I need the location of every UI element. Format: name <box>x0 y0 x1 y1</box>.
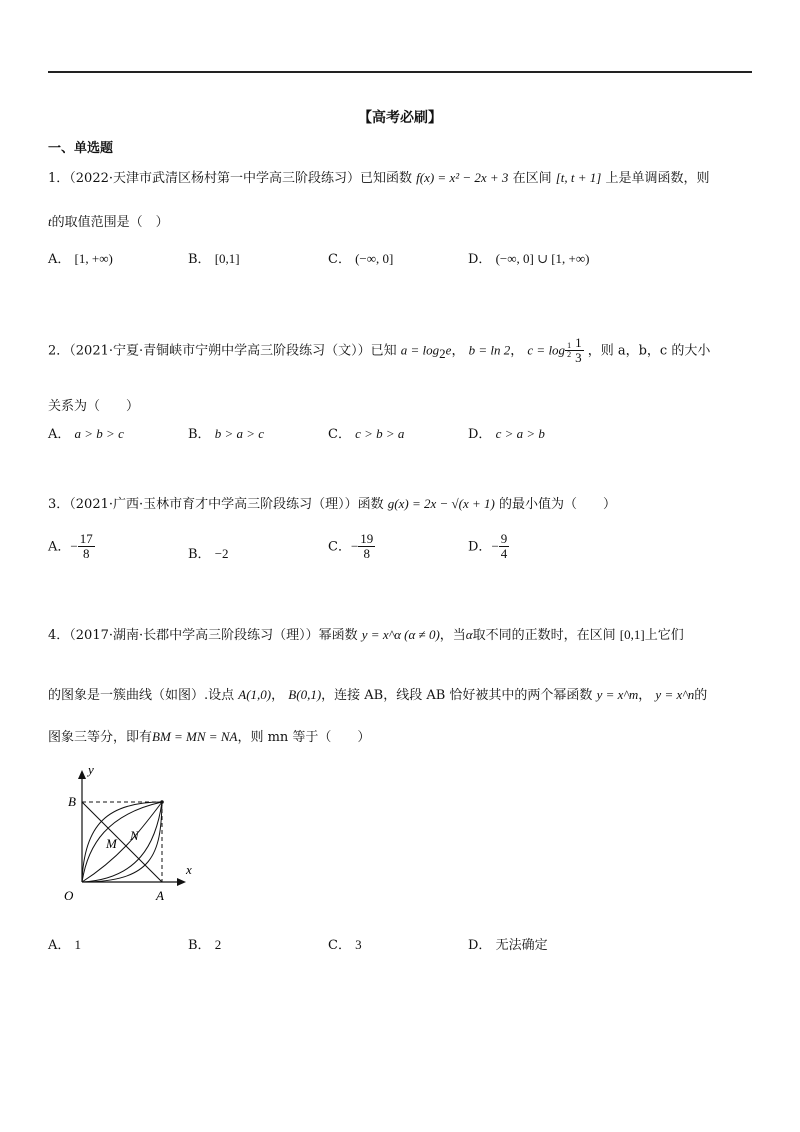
label-o: O <box>64 888 74 903</box>
header-rule <box>48 71 752 73</box>
option-4b[interactable]: B． 2 <box>188 937 222 953</box>
option-2c[interactable]: C． c > b > a <box>328 426 405 442</box>
question-1-line-2: t的取值范围是（ ） <box>48 214 169 230</box>
question-4-line-3: 图象三等分，即有BM = MN = NA，则 mn 等于（ ） <box>48 729 371 745</box>
option-3a[interactable]: A．− $\frac{17}{8}$ <box>48 531 93 562</box>
function-expression: g(x) = 2x − √(x + 1) <box>387 496 495 511</box>
option-1d[interactable]: D． (−∞, 0] ∪ [1, +∞) <box>468 251 590 267</box>
option-4d[interactable]: D． 无法确定 <box>468 938 548 953</box>
option-3c[interactable]: C．− $\frac{19}{8}$ <box>328 531 374 562</box>
option-4c[interactable]: C． 3 <box>328 937 362 953</box>
label-n: N <box>130 828 139 843</box>
label-b: B <box>68 794 76 809</box>
y-axis-arrow <box>78 770 86 779</box>
option-1a[interactable]: A． [1, +∞) <box>48 251 113 267</box>
option-3b[interactable]: B． −2 <box>188 546 229 562</box>
label-x: x <box>186 862 192 877</box>
question-4-line-2: 的图象是一簇曲线（如图）.设点 A(1,0)， B(0,1)，连接 AB，线段 AB 恰好被其中的两个幂函数 y = x^m， y = x^n的 <box>48 687 708 703</box>
option-1b[interactable]: B． [0,1] <box>188 251 240 267</box>
function-expression: y = x^α (α ≠ 0) <box>361 627 440 642</box>
label-a: A <box>156 888 164 903</box>
page-title: 【高考必刷】 <box>358 110 442 126</box>
x-axis-arrow <box>177 878 186 886</box>
question-2-line-2: 关系为（ ） <box>48 399 140 414</box>
option-2d[interactable]: D． c > a > b <box>468 426 545 442</box>
option-3d[interactable]: D．− $\frac{9}{4}$ <box>468 531 508 562</box>
question-number: 1． <box>48 171 70 186</box>
point-1-1 <box>160 800 164 804</box>
section-heading: 一、单选题 <box>48 141 114 156</box>
question-3-line-1: 3．（2021·广西·玉林市育才中学高三阶段练习（理））函数 g(x) = 2x − √(x + 1) 的最小值为（ ） <box>48 496 617 512</box>
question-source: （2022·天津市武清区杨村第一中学高三阶段练习）已知函数 <box>69 171 412 186</box>
question-4-line-1: 4．（2017·湖南·长郡中学高三阶段练习（理））幂函数 y = x^α (α ≠ 0)，当α取不同的正数时，在区间 [0,1]上它们 <box>48 627 684 643</box>
question-number: 4． <box>48 628 70 643</box>
function-expression: f(x) = x² − 2x + 3 <box>416 170 509 185</box>
option-4a[interactable]: A． 1 <box>48 937 82 953</box>
option-2b[interactable]: B． b > a > c <box>188 426 265 442</box>
question-2-line-1: 2．（2021·宁夏·青铜峡市宁朔中学高三阶段练习（文））已知 $a = \log_2e$， b = ln 2， c = log $\frac{1}{2}$ $\frac{1}{3}$ ，则 a，b，c 的大小 <box>48 335 711 366</box>
power-function-figure <box>58 764 198 918</box>
figure-svg <box>58 764 198 914</box>
label-y: y <box>88 764 94 777</box>
interval-expression: [0,1] <box>619 627 645 642</box>
question-number: 3． <box>48 497 70 512</box>
option-2a[interactable]: A． a > b > c <box>48 426 124 442</box>
question-source: （2021·广西·玉林市育才中学高三阶段练习（理））函数 <box>69 497 384 512</box>
interval-expression: [t, t + 1] <box>555 170 602 185</box>
question-source: （2021·宁夏·青铜峡市宁朔中学高三阶段练习（文））已知 <box>69 343 397 359</box>
label-m: M <box>106 836 117 851</box>
option-1c[interactable]: C． (−∞, 0] <box>328 251 394 267</box>
question-1-line-1: 1．（2022·天津市武清区杨村第一中学高三阶段练习）已知函数 f(x) = x² − 2x + 3 在区间 [t, t + 1] 上是单调函数，则 <box>48 170 710 186</box>
question-source: （2017·湖南·长郡中学高三阶段练习（理））幂函数 <box>69 628 358 643</box>
question-number: 2． <box>48 343 70 359</box>
